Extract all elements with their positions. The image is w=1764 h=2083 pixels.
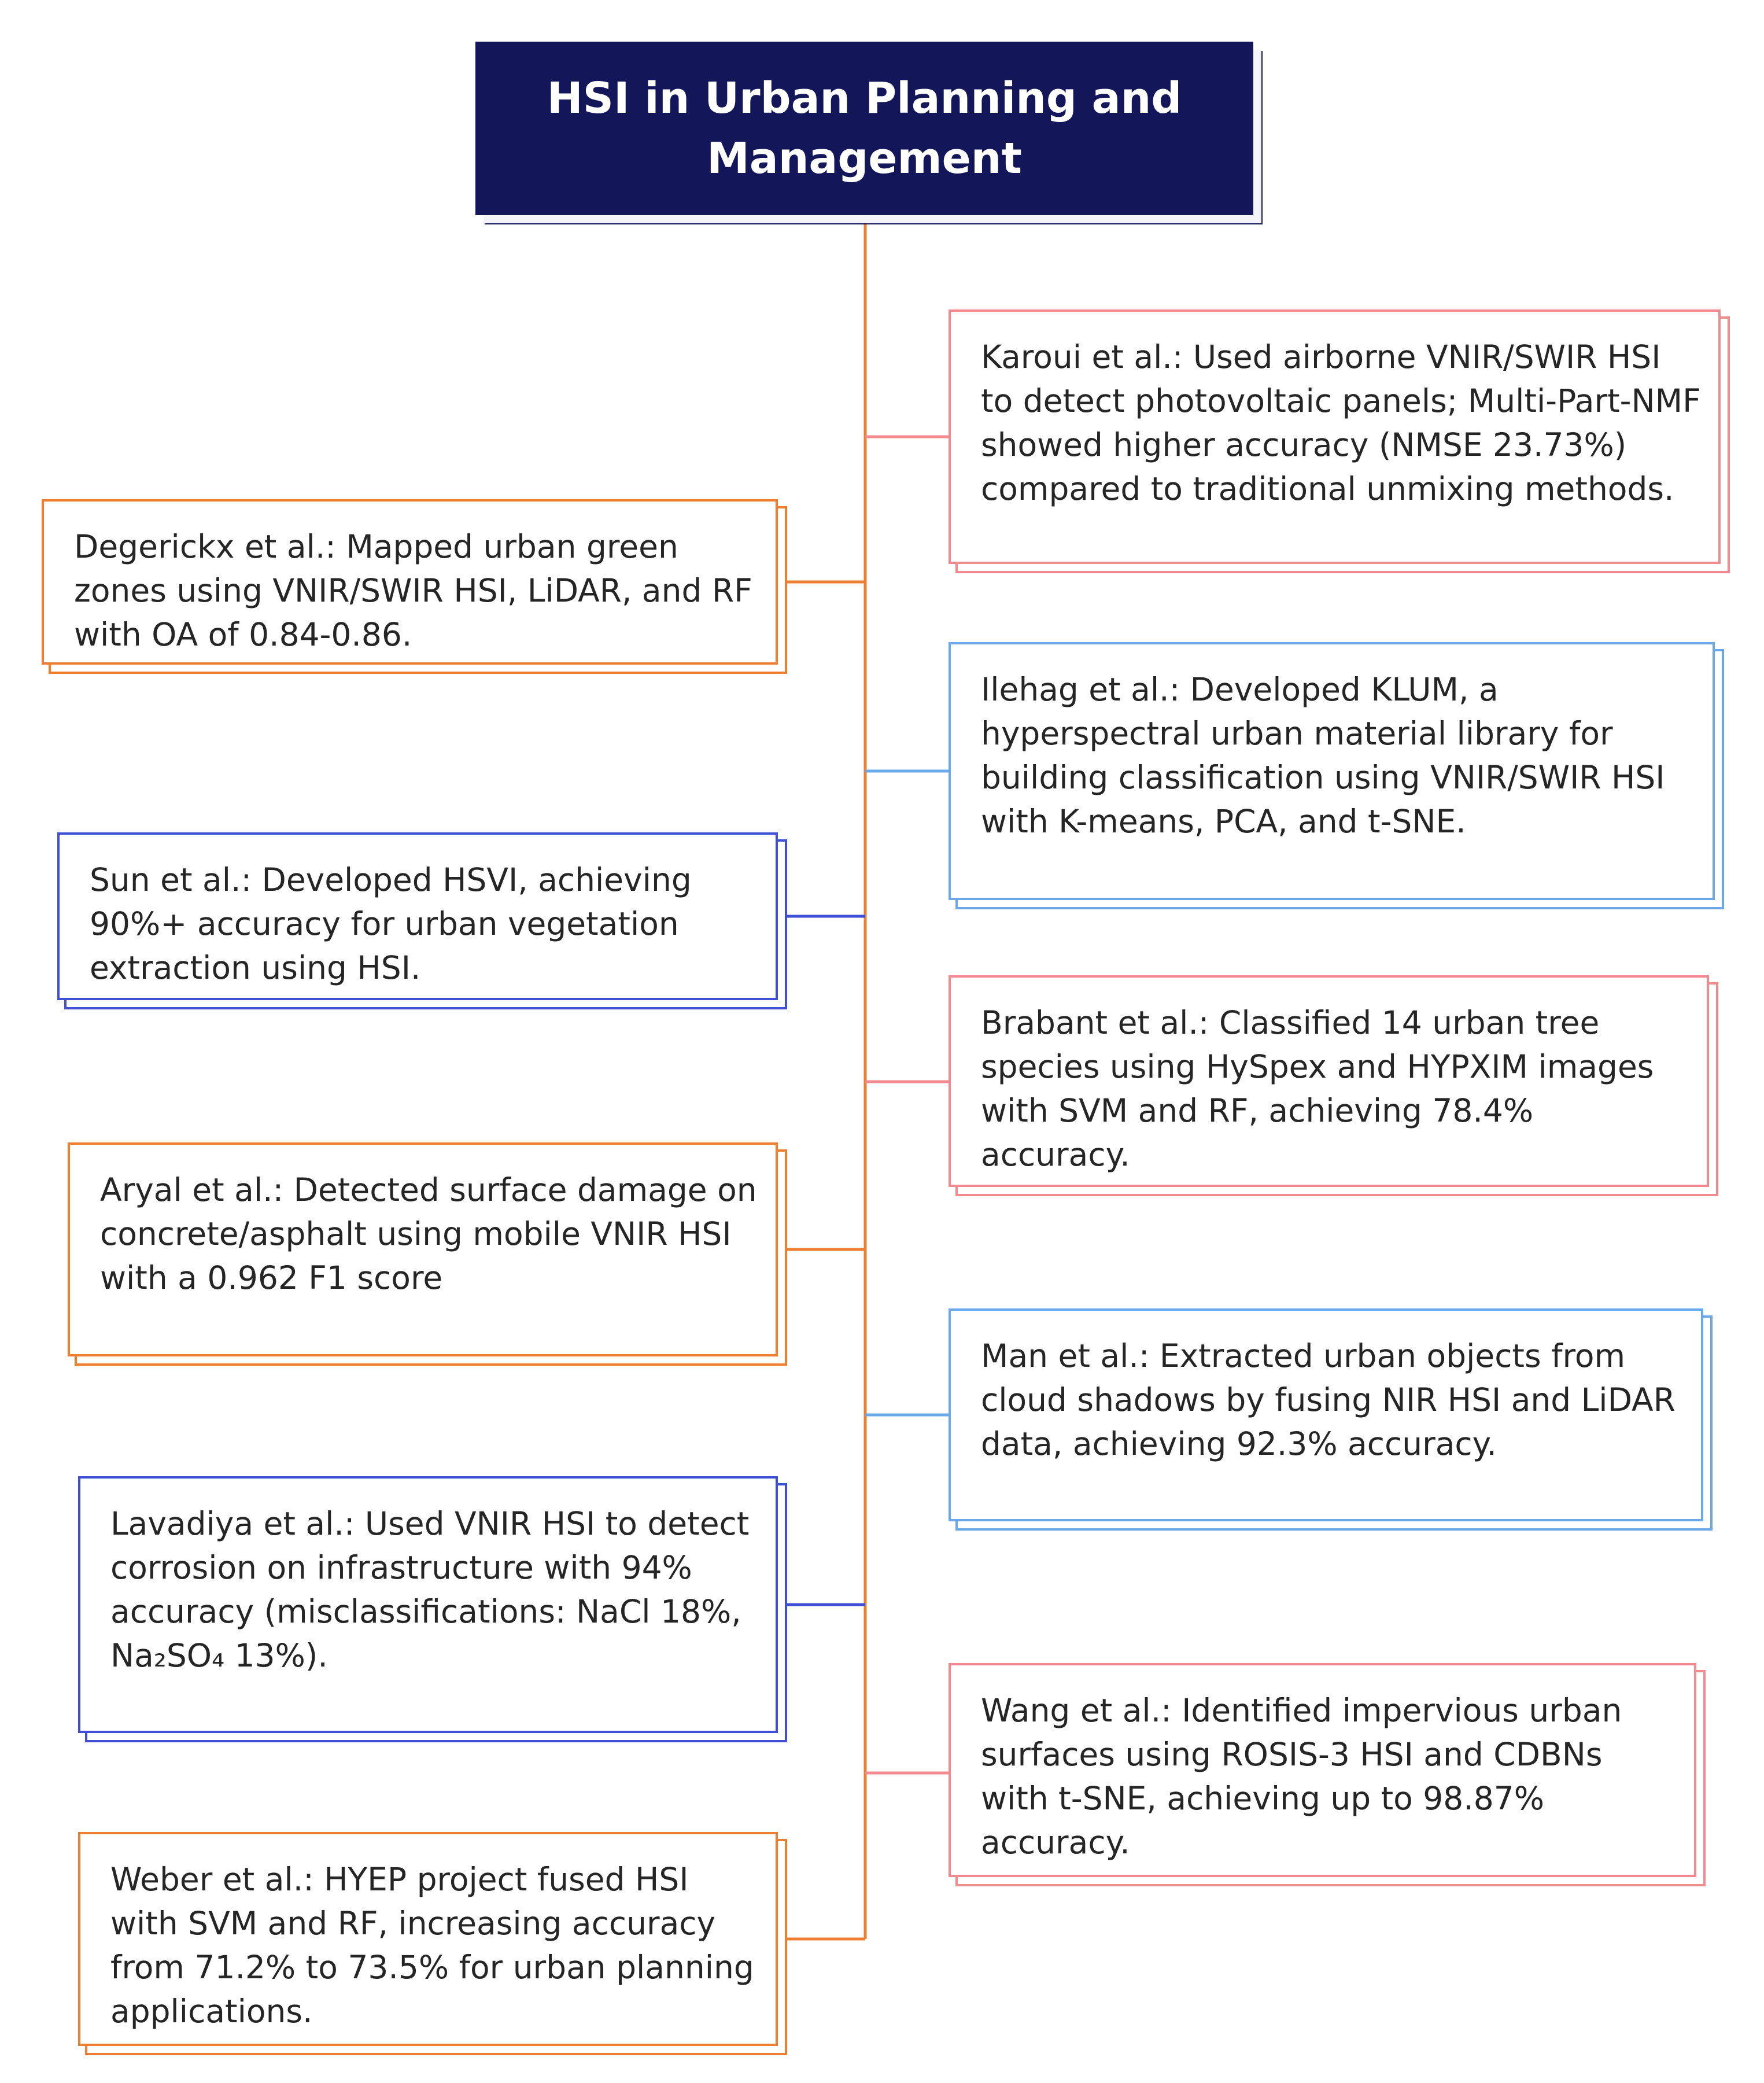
card-sun (57, 832, 778, 1000)
card-text: Karoui et al.: Used airborne VNIR/SWIR HSI to detect photovoltaic panels; Multi-Part-NMF showed higher accuracy (NMSE 23.73%) compared to traditional unmixing methods. (981, 338, 1701, 507)
card-ilehag (949, 642, 1715, 900)
title-box (475, 42, 1253, 215)
card-text: Degerickx et al.: Mapped urban green zones using VNIR/SWIR HSI, LiDAR, and RF with OA of 0.84-0.86. (74, 528, 752, 653)
card-text: Wang et al.: Identified impervious urban surfaces using ROSIS-3 HSI and CDBNs with t-SNE, achieving up to 98.87% accuracy. (981, 1692, 1622, 1861)
card-text: Weber et al.: HYEP project fused HSI with SVM and RF, increasing accuracy from 71.2% to 73.5% for urban planning applications. (110, 1861, 754, 2030)
card-karoui (949, 309, 1721, 564)
card-text: Man et al.: Extracted urban objects from cloud shadows by fusing NIR HSI and LiDAR data, achieving 92.3% accuracy. (981, 1337, 1676, 1462)
card-wang (949, 1663, 1696, 1877)
card-degerickx (42, 499, 778, 665)
card-text: Lavadiya et al.: Used VNIR HSI to detect corrosion on infrastructure with 94% accuracy (misclassifications: NaCl 18%, Na₂SO₄ 13%). (110, 1505, 750, 1674)
card-man (949, 1308, 1703, 1521)
card-text: Aryal et al.: Detected surface damage on concrete/asphalt using mobile VNIR HSI with a 0.962 F1 score (100, 1171, 757, 1296)
card-lavadiya (78, 1476, 778, 1733)
card-text: Brabant et al.: Classified 14 urban tree species using HySpex and HYPXIM images with SVM and RF, achieving 78.4% accuracy. (981, 1004, 1654, 1173)
card-aryal (68, 1142, 778, 1356)
card-text: Sun et al.: Developed HSVI, achieving 90%+ accuracy for urban vegetation extraction using HSI. (90, 861, 692, 986)
card-weber (78, 1832, 778, 2046)
diagram-title: HSI in Urban Planning and Management (547, 73, 1182, 183)
card-brabant (949, 975, 1709, 1187)
card-text: Ilehag et al.: Developed KLUM, a hyperspectral urban material library for building classification using VNIR/SWIR HSI with K-means, PCA, and t-SNE. (981, 671, 1665, 840)
